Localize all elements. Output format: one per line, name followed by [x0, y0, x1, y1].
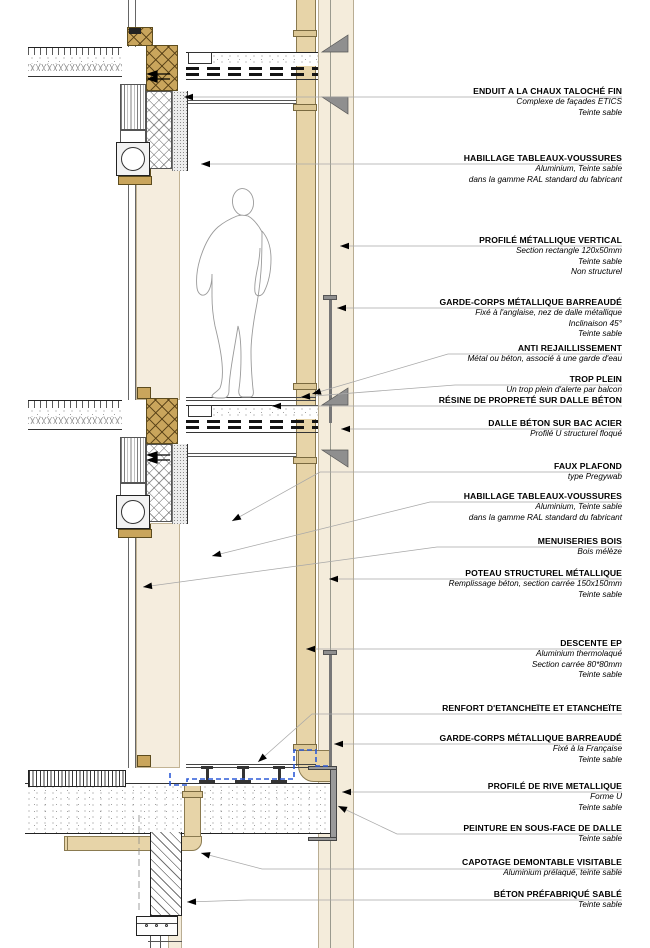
arrow-icon — [341, 426, 350, 433]
label-title: PEINTURE EN SOUS-FACE DE DALLE — [463, 823, 622, 833]
arrow-icon — [230, 514, 241, 524]
label-title: ANTI REJAILLISSEMENT — [517, 343, 622, 353]
label-profile-rive — [488, 781, 622, 813]
label-sub: Teinte sable — [578, 900, 622, 909]
label-title: RENFORT D'ETANCHEÏTE ET ETANCHEÏTE — [442, 703, 622, 713]
arrow-icon — [340, 243, 349, 250]
bracket-icon — [322, 35, 348, 52]
label-title: DESCENTE EP — [560, 638, 622, 648]
label-sub: Non structurel — [571, 267, 622, 276]
post-brackets — [322, 35, 348, 467]
label-title: TROP PLEIN — [569, 374, 622, 384]
arrow-icon — [200, 850, 210, 859]
bracket-icon — [322, 97, 348, 114]
arrow-icon — [201, 161, 210, 168]
label-capotage — [462, 857, 622, 879]
label-title: FAUX PLAFOND — [553, 461, 622, 471]
label-sub: Teinte sable — [578, 256, 622, 266]
arrow-icon — [337, 305, 346, 312]
arrow-icon — [337, 803, 348, 813]
label-profile-vertical — [479, 235, 622, 278]
fastener-arrow-icon — [148, 76, 157, 82]
label-sub: Aluminium prélaqué, teinte sable — [503, 868, 622, 877]
bracket-icon — [322, 388, 348, 405]
label-poteau-structurel — [449, 568, 622, 600]
label-sub: Teinte sable — [578, 834, 622, 843]
label-sub: Teinte sable — [578, 329, 622, 338]
label-sub: Teinte sable — [578, 107, 622, 117]
label-anti-rejaillissement — [467, 343, 622, 365]
label-title: HABILLAGE TABLEAUX-VOUSSURES — [463, 153, 622, 163]
arrow-icon — [329, 576, 338, 583]
label-sub: Teinte sable — [578, 589, 622, 599]
label-sub: Remplissage béton, section carrée 150x150mm — [448, 579, 622, 588]
fastener-arrows — [148, 71, 170, 463]
label-title: PROFILÉ DE RIVE METALLIQUE — [487, 781, 622, 791]
label-enduit-chaux — [473, 86, 622, 118]
label-sub: Un trop plein d'alerte par balcon — [506, 385, 622, 394]
label-sub: type Pregywab — [567, 472, 622, 481]
arrow-icon — [184, 94, 193, 101]
label-title: RÉSINE DE PROPRETÉ SUR DALLE BÉTON — [438, 395, 622, 405]
label-peinture-sous-face — [463, 823, 622, 845]
arrow-icon — [301, 393, 310, 400]
label-garde-corps-anglaise — [439, 297, 622, 340]
label-title: DALLE BÉTON SUR BAC ACIER — [488, 418, 622, 428]
label-sub: Section rectangle 120x50mm — [515, 246, 622, 255]
bracket-icon — [322, 450, 348, 467]
label-title: PROFILÉ MÉTALLIQUE VERTICAL — [479, 235, 622, 245]
label-habillage-tableaux-2 — [464, 491, 622, 523]
label-menuiseries-bois — [538, 536, 622, 558]
label-renfort-etancheite — [442, 703, 622, 714]
label-habillage-tableaux-1 — [464, 153, 622, 185]
arrow-icon — [342, 789, 351, 796]
label-sub: Forme U — [590, 792, 622, 801]
label-dalle-bac-acier — [488, 418, 622, 440]
label-title: POTEAU STRUCTUREL MÉTALLIQUE — [465, 568, 622, 578]
label-sub: Bois mélèze — [577, 547, 622, 556]
arrow-icon — [143, 583, 153, 591]
label-garde-corps-francaise — [439, 733, 622, 765]
label-title: GARDE-CORPS MÉTALLIQUE BARREAUDÉ — [439, 733, 622, 743]
label-sub: Teinte sable — [578, 802, 622, 812]
label-title: BÉTON PRÉFABRIQUÉ SABLÉ — [493, 889, 622, 899]
label-faux-plafond — [554, 461, 622, 483]
label-sub: dans la gamme RAL standard du fabricant — [468, 512, 622, 522]
arrow-icon — [272, 403, 281, 410]
label-sub: Teinte sable — [578, 670, 622, 679]
label-sub: Teinte sable — [578, 754, 622, 764]
arrow-icon — [211, 551, 221, 560]
fastener-arrow-icon — [148, 457, 157, 463]
label-title: MENUISERIES BOIS — [537, 536, 622, 546]
label-sub: Complexe de façades ETICS — [516, 97, 622, 106]
label-sub: Fixé à l'anglaise, nez de dalle métallique — [475, 308, 622, 317]
label-sub: Métal ou béton, associé à une garde d'eau — [467, 354, 622, 363]
arrow-icon — [306, 646, 315, 653]
label-trop-plein — [506, 374, 622, 396]
label-sub: Section carrée 80*80mm — [531, 659, 622, 669]
label-sub: Profilé U structurel floqué — [530, 429, 622, 438]
label-title: HABILLAGE TABLEAUX-VOUSSURES — [463, 491, 622, 501]
label-sub: dans la gamme RAL standard du fabricant — [468, 174, 622, 184]
label-beton-prefabrique — [494, 889, 622, 911]
label-title: CAPOTAGE DEMONTABLE VISITABLE — [462, 857, 622, 867]
waterproofing-line — [170, 750, 330, 785]
label-title: GARDE-CORPS MÉTALLIQUE BARREAUDÉ — [439, 297, 622, 307]
label-sub: Aluminium thermolaqué — [535, 649, 622, 658]
label-sub: Aluminium, Teinte sable — [535, 502, 622, 511]
arrow-icon — [187, 898, 196, 905]
label-sub: Inclinaison 45° — [568, 318, 622, 328]
label-sub: Fixé à la Française — [552, 744, 622, 753]
arrow-icon — [334, 741, 343, 748]
label-sub: Aluminium, Teinte sable — [535, 164, 622, 173]
label-descente-ep — [532, 638, 622, 681]
human-figure — [197, 187, 271, 398]
label-resine-proprete — [439, 395, 622, 406]
label-title: ENDUIT A LA CHAUX TALOCHÉ FIN — [473, 86, 622, 96]
